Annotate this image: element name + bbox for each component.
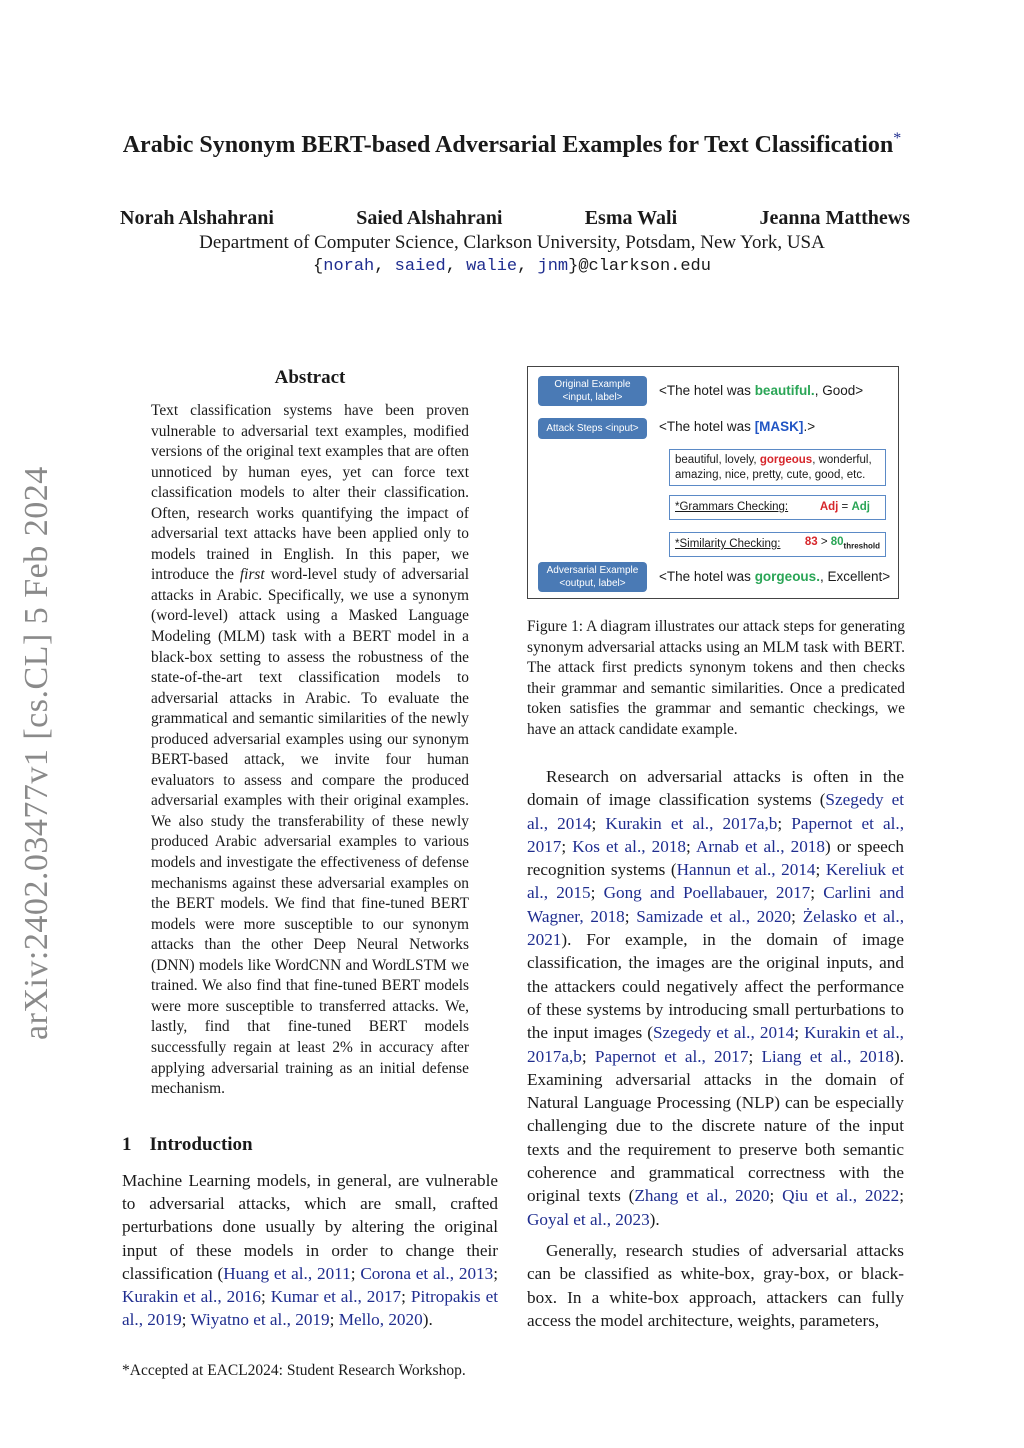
citation-link[interactable]: Szegedy et al., 2014 bbox=[527, 790, 904, 833]
right-column-text bbox=[527, 765, 904, 1332]
citation-link[interactable]: Kumar et al., 2017 bbox=[270, 1287, 402, 1307]
citation-link[interactable]: Liang et al., 2018 bbox=[761, 1046, 894, 1066]
author-emails: {norah, saied, walie, jnm}@clarkson.edu bbox=[313, 257, 711, 276]
email-name[interactable]: norah bbox=[323, 257, 375, 276]
email-name[interactable]: walie bbox=[466, 257, 518, 276]
section-heading-introduction bbox=[122, 1134, 253, 1156]
citation-link[interactable]: Hannun et al., 2014 bbox=[676, 860, 816, 880]
citation-link[interactable]: Pitropakis et al., 2019 bbox=[122, 1287, 498, 1330]
footnote: *Accepted at EACL2024: Student Research Workshop. bbox=[122, 1362, 466, 1379]
arxiv-side-stamp: arXiv:2402.03477v1 [cs.CL] 5 Feb 2024 bbox=[18, 466, 55, 1040]
paragraph: Research on adversarial attacks is often in the domain of image classification systems (Szegedy et al., 2014; Kurakin et al., 2017a,b; Papernot et al., 2017; Kos et al., 2018; Arnab et al., 2018) or speech recognition systems (Hannun et al., 2014; Kereliuk et al., 2015; Gong and Poellabauer, 2017; Carlini and Wagner, 2018; Samizade et al., 2020; Żelasko et al., 2021). For example, in the domain of image classification, the images are the original inputs, and the attackers could negatively affect the performance of these systems by introducing small perturbations to the input images (Szegedy et al., 2014; Kurakin et al., 2017a,b; Papernot et al., 2017; Liang et al., 2018). Examining adversarial attacks in the domain of Natural Language Processing (NLP) can be especially challenging due to the discrete nature of the input texts and the requirement to preserve both semantic coherence and grammatical correctness with the original texts (Zhang et al., 2020; Qiu et al., 2022; Goyal et al., 2023). bbox=[527, 767, 905, 1229]
citation-link[interactable]: Mello, 2020 bbox=[338, 1310, 423, 1330]
citation-link[interactable]: Kos et al., 2018 bbox=[572, 836, 687, 856]
citation-link[interactable]: Arnab et al., 2018 bbox=[695, 836, 825, 856]
author-list bbox=[120, 207, 910, 230]
grammar-check-box: *Grammars Checking: Adj = Adj bbox=[669, 495, 886, 520]
citation-link[interactable]: Carlini and Wagner, 2018 bbox=[527, 883, 905, 926]
abstract-text: Text classification systems have been proven vulnerable to adversarial text examples, modified versions of the original text examples that are often unnoticed by human eyes, yet can force text classification models to alter their classification. Often, research works quantifying the impact of adversarial text attacks have been applied only to models trained in English. In this paper, we introduce the first word-level study of adversarial attacks in Arabic. Specifically, we use a synonym (word-level) attack using a Masked Language Modeling (MLM) task with a BERT model in a black-box setting to assess the robustness of the state-of-the-art text classification models to adversarial attacks in Arabic. To evaluate the grammatical and semantic similarities of the newly produced adversarial examples using our synonym BERT-based attack, we invite four human evaluators to assess and compare the produced adversarial examples with their original examples. We also study the transferability of these newly produced Arabic adversarial examples to various models and investigate the effectiveness of defense mechanisms against these adversarial examples on the BERT models. We find that fine-tuned BERT models were more susceptible to our synonym attacks than the other Deep Neural Networks (DNN) models like WordCNN and WordLSTM we trained. We also find that fine-tuned BERT models were more susceptible to transferred attacks. We, lastly, find that fine-tuned BERT models successfully regain at least 2% in accuracy after applying adversarial training as an initial defense mechanism. bbox=[151, 402, 469, 1098]
section-number: 1 bbox=[122, 1134, 132, 1155]
figure-caption: Figure 1: A diagram illustrates our attack steps for generating synonym adversarial attacks using an MLM task with BERT. The attack first predicts synonym tokens and then checks their grammar and semantic similarities. Once a predicated token satisfies the grammar and semantic checkings, we have an attack candidate example. bbox=[527, 618, 905, 738]
masked-example-text: <The hotel was [MASK].> bbox=[659, 419, 816, 434]
citation-link[interactable]: Kurakin et al., 2017a,b bbox=[605, 813, 778, 833]
citation-link[interactable]: Papernot et al., 2017 bbox=[594, 1046, 749, 1066]
section-title: Introduction bbox=[149, 1134, 253, 1155]
original-example-text: <The hotel was beautiful., Good> bbox=[659, 383, 864, 398]
citation-link[interactable]: Zhang et al., 2020 bbox=[634, 1186, 770, 1206]
citation-link[interactable]: Żelasko et al., 2021 bbox=[527, 906, 905, 950]
paragraph: Generally, research studies of adversarial attacks can be classified as white-box, gray-box, or black-box. In a white-box approach, attackers can fully access the model architecture, weights, parameters, bbox=[527, 1240, 904, 1330]
synonym-candidates-box: beautiful, lovely, gorgeous, wonderful, amazing, nice, pretty, cute, good, etc. bbox=[669, 449, 886, 486]
abstract-heading: Abstract bbox=[274, 367, 346, 388]
citation-link[interactable]: Corona et al., 2013 bbox=[360, 1263, 494, 1283]
citation-link[interactable]: Kereliuk et al., 2015 bbox=[527, 860, 904, 903]
author: Esma Wali bbox=[584, 207, 678, 229]
email-name[interactable]: saied bbox=[394, 257, 446, 276]
adversarial-example-label: Adversarial Example <output, label> bbox=[538, 562, 647, 592]
affiliation: Department of Computer Science, Clarkson University, Potsdam, New York, USA bbox=[199, 232, 825, 253]
citation-link[interactable]: Papernot et al., 2017 bbox=[527, 813, 905, 856]
adversarial-example-text: <The hotel was gorgeous., Excellent> bbox=[659, 569, 891, 584]
citation-link[interactable]: Kurakin et al., 2016 bbox=[122, 1287, 261, 1307]
author: Norah Alshahrani bbox=[120, 207, 274, 229]
citation-link[interactable]: Wiyatno et al., 2019 bbox=[190, 1310, 330, 1330]
citation-link[interactable]: Goyal et al., 2023 bbox=[527, 1209, 650, 1229]
title-text: Arabic Synonym BERT-based Adversarial Examples for Text Classification bbox=[122, 132, 894, 158]
citation-link[interactable]: Gong and Poellabauer, 2017 bbox=[603, 883, 811, 903]
citation-link[interactable]: Samizade et al., 2020 bbox=[636, 906, 792, 926]
citation-link[interactable]: Huang et al., 2011 bbox=[223, 1263, 351, 1283]
original-example-label: Original Example <input, label> bbox=[538, 376, 647, 406]
citation-link[interactable]: Qiu et al., 2022 bbox=[782, 1186, 900, 1206]
email-name[interactable]: jnm bbox=[537, 257, 569, 276]
attack-steps-label: Attack Steps <input> bbox=[538, 418, 647, 439]
title-footnote-mark[interactable]: * bbox=[893, 130, 902, 147]
citation-link[interactable]: Kurakin et al., 2017a,b bbox=[527, 1023, 904, 1066]
paper-title bbox=[60, 130, 964, 159]
figure-attack-diagram bbox=[527, 366, 899, 599]
citation-link[interactable]: Szegedy et al., 2014 bbox=[652, 1023, 795, 1043]
author: Jeanna Matthews bbox=[759, 207, 910, 229]
similarity-check-box: *Similarity Checking: $83 > 80_{threshold}$ bbox=[669, 532, 886, 557]
author: Saied Alshahrani bbox=[356, 207, 503, 229]
intro-paragraph: Machine Learning models, in general, are vulnerable to adversarial attacks, which are small, crafted perturbations done usually by altering the original input of these models in order to change their classification (Huang et al., 2011; Corona et al., 2013; Kurakin et al., 2016; Kumar et al., 2017; Pitropakis et al., 2019; Wiyatno et al., 2019; Mello, 2020). bbox=[122, 1171, 499, 1330]
